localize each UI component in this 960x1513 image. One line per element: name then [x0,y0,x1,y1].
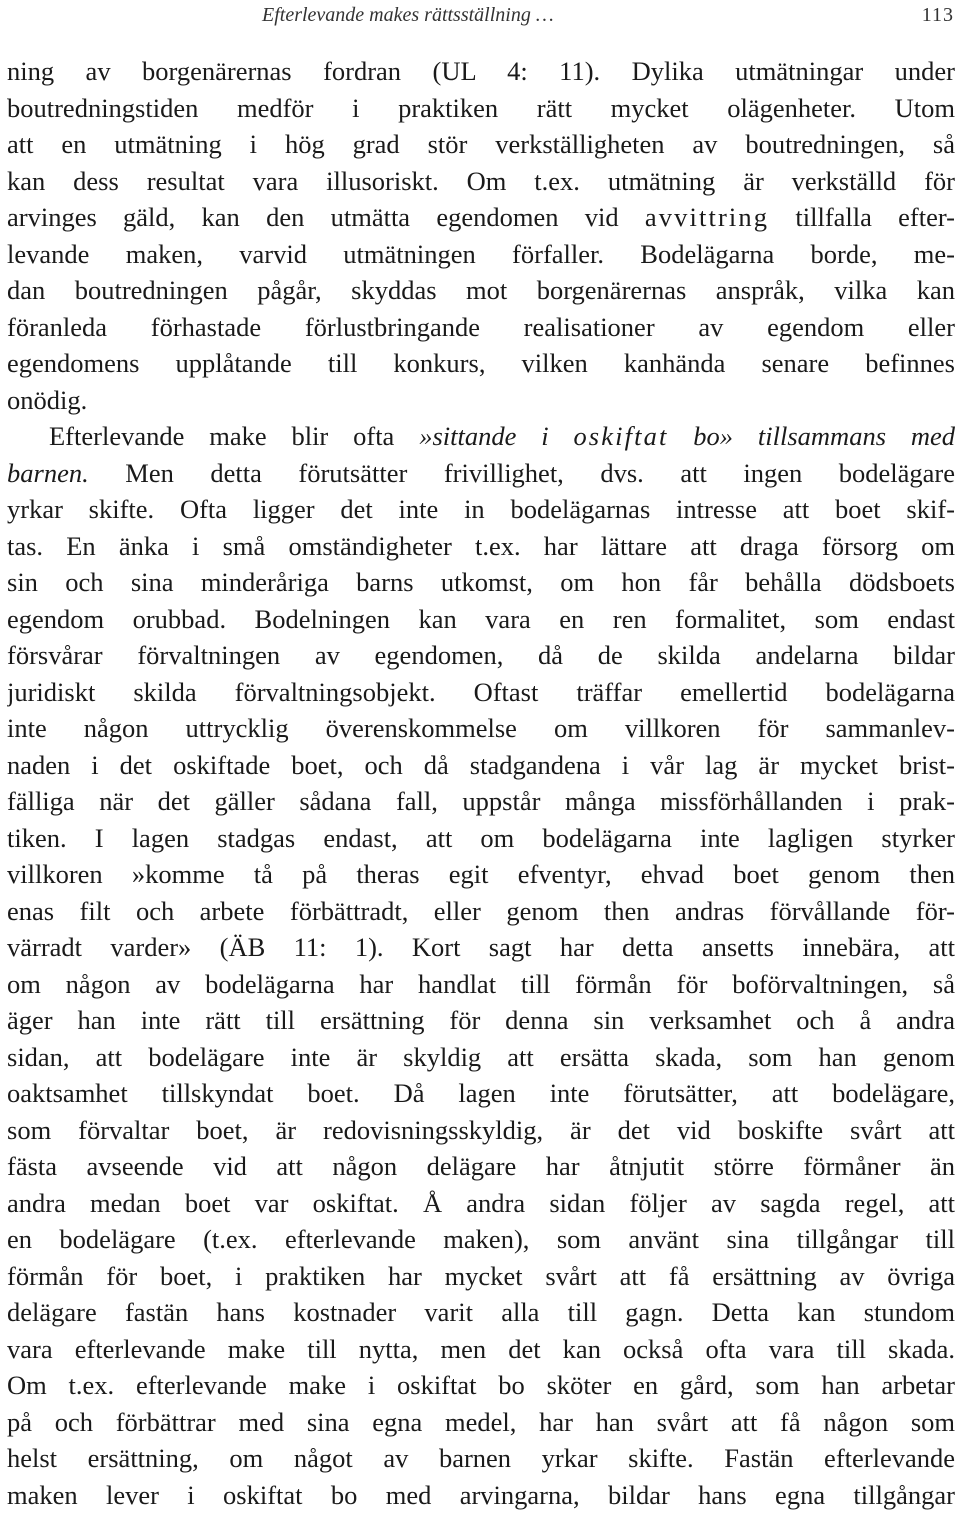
text-line: äger han inte rätt till ersättning för denna sin verksamhet och å andra [7,1002,955,1039]
text-line: inte någon uttrycklig överenskommelse om villkoren för sammanlev- [7,710,955,747]
text-line: oaktsamhet tillskyndat boet. Då lagen inte förutsätter, att bodelägare, [7,1075,955,1112]
text-line: om någon av bodelägarna har handlat till förmån för boförvaltningen, så [7,966,955,1003]
text-line: försvårar förvaltningen av egendomen, då de skilda andelarna bildar [7,637,955,674]
text-line: naden i det oskiftade boet, och då stadgandena i vår lag är mycket brist- [7,747,955,784]
text-line [7,418,955,455]
text-line: Om t.ex. efterlevande make i oskiftat bo sköter en gård, som han arbetar [7,1367,955,1404]
text-line: kan dess resultat vara illusoriskt. Om t.ex. utmätning är verkställd för [7,163,955,200]
text-line: villkoren »komme tå på theras egit efventyr, ehvad boet genom then [7,856,955,893]
text-line: att en utmätning i hög grad stör verkställigheten av boutredningen, så [7,126,955,163]
text-line: helst ersättning, om något av barnen yrkar skifte. Fastän efterlevande [7,1440,955,1477]
text-line: förmån för boet, i praktiken har mycket svårt att få ersättning av övriga [7,1258,955,1295]
text-line: ning av borgenärernas fordran (UL 4: 11). Dylika utmätningar under [7,53,955,90]
text-line: onödig. [7,382,955,419]
text-line: som förvaltar boet, är redovisningsskyldig, är det vid boskifte svårt att [7,1112,955,1149]
text-line: värradt varder» (ÄB 11: 1). Kort sagt har detta ansetts innebära, att [7,929,955,966]
text-line: sin och sina minderåriga barns utkomst, om hon får behålla dödsboets [7,564,955,601]
emphasized-term: oskiftat [573,421,668,451]
text-line: boutredningstiden medför i praktiken rätt mycket olägenheter. Utom [7,90,955,127]
text-line: levande maken, varvid utmätningen förfaller. Bodelägarna borde, me- [7,236,955,273]
text-line: egendomens upplåtande till konkurs, vilken kanhända senare befinnes [7,345,955,382]
text-line: egendom orubbad. Bodelningen kan vara en ren formalitet, som endast [7,601,955,638]
text-line [7,455,955,492]
body-text [7,53,955,1513]
text-line: dan boutredningen pågår, skyddas mot borgenärernas anspråk, vilka kan [7,272,955,309]
running-head [262,0,954,30]
page-number: 113 [922,0,954,30]
text-line: på och förbättrar med sina egna medel, har han svårt att få någon som [7,1404,955,1441]
text-line: yrkar skifte. Ofta ligger det inte in bodelägarnas intresse att boet skif- [7,491,955,528]
text-segment: Efterlevande make blir ofta [49,421,394,451]
text-line: sidan, att bodelägare inte är skyldig att ersätta skada, som han genom [7,1039,955,1076]
text-line: maken lever i oskiftat bo med arvingarna, bildar hans egna tillgångar [7,1477,955,1513]
emphasized-term: avvittring [645,202,769,232]
text-line: enas filt och arbete förbättradt, eller genom then andras förvållande för- [7,893,955,930]
italic-phrase: bo» tillsammans med [693,421,955,451]
italic-phrase: barnen. [7,458,89,488]
text-line: fälliga när det gäller sådana fall, uppstår många missförhållanden i prak- [7,783,955,820]
italic-phrase: »sittande i [419,421,548,451]
text-line: tiken. I lagen stadgas endast, att om bodelägarna inte lagligen styrker [7,820,955,857]
text-line: föranleda förhastade förlustbringande realisationer av egendom eller [7,309,955,346]
text-line: en bodelägare (t.ex. efterlevande maken), som använt sina tillgångar till [7,1221,955,1258]
running-head-title: Efterlevande makes rättsställning … [262,0,554,30]
text-line: fästa avseende vid att någon delägare har åtnjutit större förmåner än [7,1148,955,1185]
text-line [7,199,955,236]
text-segment: arvinges gäld, kan den utmätta egendomen vid [7,202,619,232]
text-line: tas. En änka i små omständigheter t.ex. har lättare att draga försorg om [7,528,955,565]
text-line: andra medan boet var oskiftat. Å andra sidan följer av sagda regel, att [7,1185,955,1222]
text-segment: Men detta förutsätter frivillighet, dvs. att ingen bodelägare [125,458,955,488]
text-line: juridiskt skilda förvaltningsobjekt. Oftast träffar emellertid bodelägarna [7,674,955,711]
text-line: vara efterlevande make till nytta, men det kan också ofta vara till skada. [7,1331,955,1368]
text-segment: tillfalla efter- [795,202,955,232]
text-line: delägare fastän hans kostnader varit alla till gagn. Detta kan stundom [7,1294,955,1331]
